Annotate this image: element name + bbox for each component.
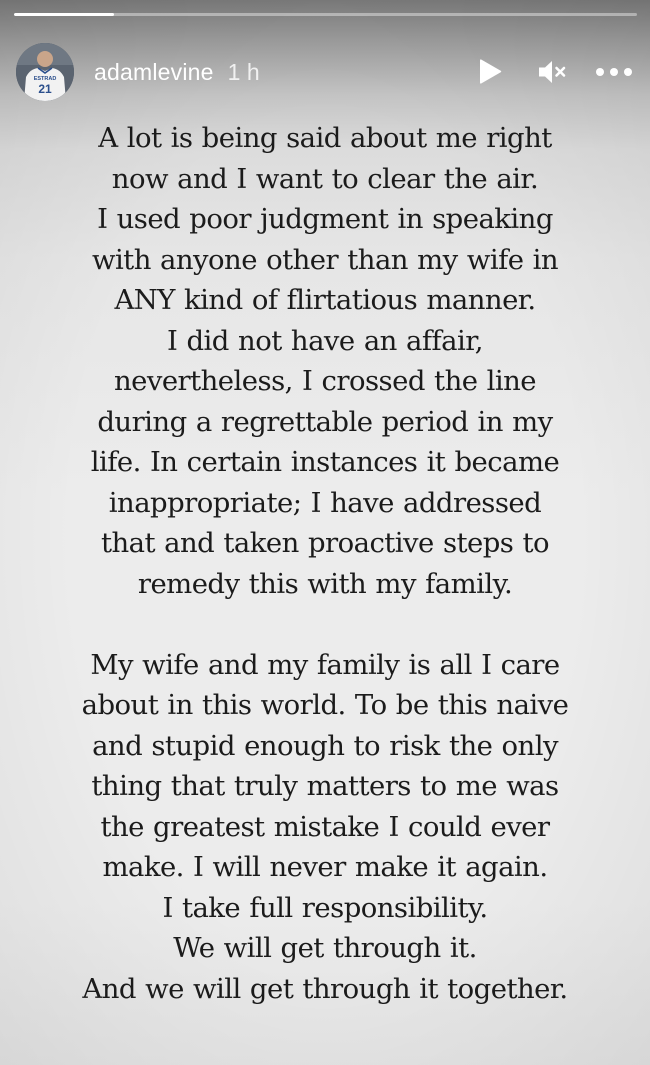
statement-line: make. I will never make it again. bbox=[102, 851, 548, 883]
play-button[interactable] bbox=[470, 52, 510, 92]
statement-line: about in this world. To be this naive bbox=[81, 689, 569, 721]
statement-line: A lot is being said about me right bbox=[98, 122, 552, 154]
statement-line: during a regrettable period in my bbox=[97, 405, 553, 438]
statement-paragraph-2 bbox=[20, 645, 630, 1010]
more-options-button[interactable] bbox=[594, 52, 634, 92]
statement-line: now and I want to clear the air. bbox=[111, 162, 539, 195]
muted-speaker-icon bbox=[537, 58, 567, 86]
story-header bbox=[16, 42, 634, 102]
avatar-jersey-text: ESTRAD bbox=[33, 76, 57, 82]
story-progress-fill bbox=[14, 13, 114, 16]
story-progress-bar bbox=[14, 13, 637, 16]
statement-line: And we will get through it together. bbox=[82, 972, 568, 1005]
statement-line: I did not have an affair, bbox=[167, 324, 483, 357]
statement-line: inappropriate; I have addressed bbox=[108, 486, 542, 519]
statement-line: I take full responsibility. bbox=[162, 891, 488, 924]
story-controls bbox=[470, 52, 634, 92]
statement-text bbox=[20, 118, 630, 1009]
statement-line: and stupid enough to risk the only bbox=[92, 729, 558, 762]
statement-line: with anyone other than my wife in bbox=[91, 243, 559, 276]
statement-line: My wife and my family is all I care bbox=[90, 648, 560, 681]
statement-line: that and taken proactive steps to bbox=[100, 527, 550, 559]
statement-line: thing that truly matters to me was bbox=[91, 770, 559, 802]
play-icon bbox=[477, 58, 503, 86]
statement-paragraph-1 bbox=[20, 118, 630, 604]
avatar[interactable] bbox=[16, 43, 74, 101]
statement-line: the greatest mistake I could ever bbox=[100, 810, 550, 843]
avatar-jersey-number: 21 bbox=[38, 82, 52, 96]
statement-line: remedy this with my family. bbox=[137, 567, 513, 600]
timestamp: 1 h bbox=[227, 58, 260, 85]
statement-line: I used poor judgment in speaking bbox=[97, 203, 553, 235]
statement-line: We will get through it. bbox=[173, 932, 477, 964]
statement-line: nevertheless, I crossed the line bbox=[113, 365, 537, 397]
statement-line: ANY kind of flirtatious manner. bbox=[114, 284, 536, 316]
avatar-jersey-icon bbox=[16, 43, 74, 101]
statement-line: life. In certain instances it became bbox=[90, 446, 560, 478]
more-options-icon bbox=[595, 67, 633, 77]
username[interactable]: adamlevine bbox=[94, 58, 214, 85]
mute-button[interactable] bbox=[532, 52, 572, 92]
